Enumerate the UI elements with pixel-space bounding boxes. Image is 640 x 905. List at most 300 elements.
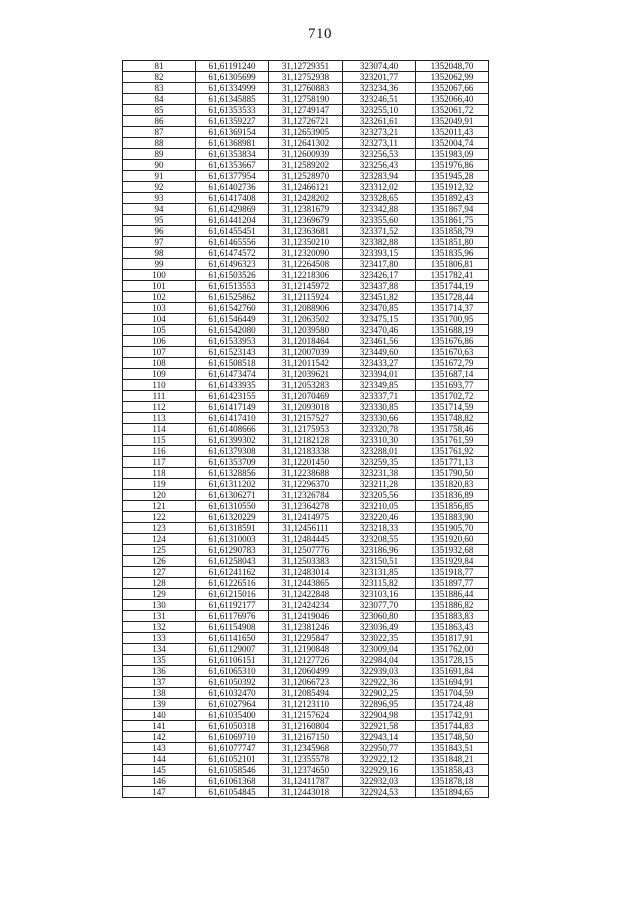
table-row	[123, 358, 489, 369]
y-coordinate-cell: 1351748,50	[416, 732, 489, 743]
table-row	[123, 776, 489, 787]
point-number-cell: 101	[123, 281, 196, 292]
latitude-cell: 61,61052101	[196, 754, 269, 765]
latitude-cell: 61,61408666	[196, 424, 269, 435]
longitude-cell: 31,12123110	[269, 699, 343, 710]
point-number-cell: 119	[123, 479, 196, 490]
table-row	[123, 413, 489, 424]
y-coordinate-cell: 1351761,92	[416, 446, 489, 457]
x-coordinate-cell: 323320,78	[343, 424, 416, 435]
latitude-cell: 61,61176976	[196, 611, 269, 622]
y-coordinate-cell: 1351883,90	[416, 512, 489, 523]
x-coordinate-cell: 323077,70	[343, 600, 416, 611]
y-coordinate-cell: 1351848,21	[416, 754, 489, 765]
x-coordinate-cell: 323312,02	[343, 182, 416, 193]
x-coordinate-cell: 323220,46	[343, 512, 416, 523]
table-row	[123, 787, 489, 798]
latitude-cell: 61,61058546	[196, 765, 269, 776]
table-row	[123, 226, 489, 237]
x-coordinate-cell: 322984,04	[343, 655, 416, 666]
latitude-cell: 61,61523143	[196, 347, 269, 358]
y-coordinate-cell: 1351724,48	[416, 699, 489, 710]
table-row	[123, 501, 489, 512]
table-row	[123, 446, 489, 457]
point-number-cell: 123	[123, 523, 196, 534]
y-coordinate-cell: 1351688,19	[416, 325, 489, 336]
point-number-cell: 109	[123, 369, 196, 380]
table-row	[123, 391, 489, 402]
latitude-cell: 61,61290783	[196, 545, 269, 556]
x-coordinate-cell: 323256,53	[343, 149, 416, 160]
y-coordinate-cell: 1351863,43	[416, 622, 489, 633]
table-row	[123, 600, 489, 611]
point-number-cell: 104	[123, 314, 196, 325]
point-number-cell: 121	[123, 501, 196, 512]
y-coordinate-cell: 1351806,81	[416, 259, 489, 270]
y-coordinate-cell: 1351714,59	[416, 402, 489, 413]
point-number-cell: 114	[123, 424, 196, 435]
y-coordinate-cell: 1351886,44	[416, 589, 489, 600]
longitude-cell: 31,12589202	[269, 160, 343, 171]
latitude-cell: 61,61429869	[196, 204, 269, 215]
point-number-cell: 92	[123, 182, 196, 193]
y-coordinate-cell: 1351836,89	[416, 490, 489, 501]
table-row	[123, 270, 489, 281]
latitude-cell: 61,61345885	[196, 94, 269, 105]
table-row	[123, 171, 489, 182]
x-coordinate-cell: 323393,15	[343, 248, 416, 259]
point-number-cell: 134	[123, 644, 196, 655]
y-coordinate-cell: 1351932,68	[416, 545, 489, 556]
y-coordinate-cell: 1351771,13	[416, 457, 489, 468]
point-number-cell: 124	[123, 534, 196, 545]
longitude-cell: 31,12424234	[269, 600, 343, 611]
latitude-cell: 61,61241162	[196, 567, 269, 578]
latitude-cell: 61,61311202	[196, 479, 269, 490]
table-row	[123, 611, 489, 622]
longitude-cell: 31,12145972	[269, 281, 343, 292]
point-number-cell: 98	[123, 248, 196, 259]
table-row	[123, 589, 489, 600]
table-row	[123, 237, 489, 248]
point-number-cell: 108	[123, 358, 196, 369]
x-coordinate-cell: 323115,82	[343, 578, 416, 589]
latitude-cell: 61,61402736	[196, 182, 269, 193]
longitude-cell: 31,12414975	[269, 512, 343, 523]
point-number-cell: 146	[123, 776, 196, 787]
longitude-cell: 31,12484445	[269, 534, 343, 545]
latitude-cell: 61,61334999	[196, 83, 269, 94]
longitude-cell: 31,12749147	[269, 105, 343, 116]
latitude-cell: 61,61417149	[196, 402, 269, 413]
table-row	[123, 545, 489, 556]
latitude-cell: 61,61465556	[196, 237, 269, 248]
x-coordinate-cell: 323371,52	[343, 226, 416, 237]
x-coordinate-cell: 323256,43	[343, 160, 416, 171]
latitude-cell: 61,61306271	[196, 490, 269, 501]
y-coordinate-cell: 1351687,14	[416, 369, 489, 380]
table-row	[123, 259, 489, 270]
table-row	[123, 292, 489, 303]
longitude-cell: 31,12320090	[269, 248, 343, 259]
latitude-cell: 61,61359227	[196, 116, 269, 127]
x-coordinate-cell: 323470,46	[343, 325, 416, 336]
y-coordinate-cell: 1351897,77	[416, 578, 489, 589]
y-coordinate-cell: 1351744,83	[416, 721, 489, 732]
longitude-cell: 31,12190848	[269, 644, 343, 655]
x-coordinate-cell: 323060,80	[343, 611, 416, 622]
point-number-cell: 144	[123, 754, 196, 765]
longitude-cell: 31,12264508	[269, 259, 343, 270]
y-coordinate-cell: 1352004,74	[416, 138, 489, 149]
longitude-cell: 31,12167150	[269, 732, 343, 743]
longitude-cell: 31,12063502	[269, 314, 343, 325]
table-row	[123, 765, 489, 776]
table-row	[123, 182, 489, 193]
x-coordinate-cell: 323310,30	[343, 435, 416, 446]
table-row	[123, 490, 489, 501]
y-coordinate-cell: 1351835,96	[416, 248, 489, 259]
longitude-cell: 31,12175953	[269, 424, 343, 435]
x-coordinate-cell: 323205,56	[343, 490, 416, 501]
point-number-cell: 86	[123, 116, 196, 127]
table-row	[123, 578, 489, 589]
x-coordinate-cell: 323074,40	[343, 61, 416, 72]
point-number-cell: 131	[123, 611, 196, 622]
point-number-cell: 136	[123, 666, 196, 677]
table-row	[123, 534, 489, 545]
longitude-cell: 31,12456111	[269, 523, 343, 534]
longitude-cell: 31,12503383	[269, 556, 343, 567]
point-number-cell: 93	[123, 193, 196, 204]
x-coordinate-cell: 322932,03	[343, 776, 416, 787]
point-number-cell: 88	[123, 138, 196, 149]
y-coordinate-cell: 1351702,72	[416, 391, 489, 402]
latitude-cell: 61,61129007	[196, 644, 269, 655]
longitude-cell: 31,12093018	[269, 402, 343, 413]
latitude-cell: 61,61542760	[196, 303, 269, 314]
table-row	[123, 424, 489, 435]
y-coordinate-cell: 1351905,70	[416, 523, 489, 534]
y-coordinate-cell: 1351691,84	[416, 666, 489, 677]
y-coordinate-cell: 1351945,28	[416, 171, 489, 182]
table-row	[123, 380, 489, 391]
y-coordinate-cell: 1351676,86	[416, 336, 489, 347]
longitude-cell: 31,12443865	[269, 578, 343, 589]
latitude-cell: 61,61353834	[196, 149, 269, 160]
table-row	[123, 523, 489, 534]
x-coordinate-cell: 323103,16	[343, 589, 416, 600]
table-row	[123, 325, 489, 336]
point-number-cell: 107	[123, 347, 196, 358]
y-coordinate-cell: 1351758,46	[416, 424, 489, 435]
point-number-cell: 99	[123, 259, 196, 270]
x-coordinate-cell: 323355,60	[343, 215, 416, 226]
longitude-cell: 31,12760883	[269, 83, 343, 94]
point-number-cell: 126	[123, 556, 196, 567]
x-coordinate-cell: 323259,35	[343, 457, 416, 468]
x-coordinate-cell: 323288,01	[343, 446, 416, 457]
point-number-cell: 83	[123, 83, 196, 94]
longitude-cell: 31,12039621	[269, 369, 343, 380]
longitude-cell: 31,12600939	[269, 149, 343, 160]
table-row	[123, 116, 489, 127]
point-number-cell: 129	[123, 589, 196, 600]
point-number-cell: 91	[123, 171, 196, 182]
x-coordinate-cell: 323417,80	[343, 259, 416, 270]
x-coordinate-cell: 323208,55	[343, 534, 416, 545]
y-coordinate-cell: 1352048,70	[416, 61, 489, 72]
y-coordinate-cell: 1351820,83	[416, 479, 489, 490]
y-coordinate-cell: 1351851,80	[416, 237, 489, 248]
x-coordinate-cell: 322902,25	[343, 688, 416, 699]
point-number-cell: 103	[123, 303, 196, 314]
point-number-cell: 112	[123, 402, 196, 413]
y-coordinate-cell: 1351918,77	[416, 567, 489, 578]
table-row	[123, 204, 489, 215]
x-coordinate-cell: 323201,77	[343, 72, 416, 83]
y-coordinate-cell: 1351790,50	[416, 468, 489, 479]
x-coordinate-cell: 323218,33	[343, 523, 416, 534]
table-row	[123, 479, 489, 490]
longitude-cell: 31,12466121	[269, 182, 343, 193]
y-coordinate-cell: 1351700,95	[416, 314, 489, 325]
x-coordinate-cell: 323036,49	[343, 622, 416, 633]
x-coordinate-cell: 322922,12	[343, 754, 416, 765]
longitude-cell: 31,12326784	[269, 490, 343, 501]
longitude-cell: 31,12060499	[269, 666, 343, 677]
x-coordinate-cell: 323461,56	[343, 336, 416, 347]
x-coordinate-cell: 323231,38	[343, 468, 416, 479]
x-coordinate-cell: 323328,65	[343, 193, 416, 204]
x-coordinate-cell: 323246,51	[343, 94, 416, 105]
coordinates-table-body	[123, 61, 489, 798]
table-row	[123, 94, 489, 105]
longitude-cell: 31,12201450	[269, 457, 343, 468]
table-row	[123, 105, 489, 116]
longitude-cell: 31,12419046	[269, 611, 343, 622]
latitude-cell: 61,61353533	[196, 105, 269, 116]
table-row	[123, 149, 489, 160]
table-row	[123, 512, 489, 523]
longitude-cell: 31,12296370	[269, 479, 343, 490]
latitude-cell: 61,61546449	[196, 314, 269, 325]
table-row	[123, 567, 489, 578]
point-number-cell: 120	[123, 490, 196, 501]
table-row	[123, 754, 489, 765]
y-coordinate-cell: 1351670,63	[416, 347, 489, 358]
x-coordinate-cell: 323009,04	[343, 644, 416, 655]
table-row	[123, 721, 489, 732]
x-coordinate-cell: 323261,61	[343, 116, 416, 127]
longitude-cell: 31,12053283	[269, 380, 343, 391]
longitude-cell: 31,12238688	[269, 468, 343, 479]
longitude-cell: 31,12011542	[269, 358, 343, 369]
longitude-cell: 31,12507776	[269, 545, 343, 556]
latitude-cell: 61,61305699	[196, 72, 269, 83]
table-row	[123, 347, 489, 358]
x-coordinate-cell: 322939,03	[343, 666, 416, 677]
longitude-cell: 31,12653905	[269, 127, 343, 138]
y-coordinate-cell: 1351748,82	[416, 413, 489, 424]
point-number-cell: 90	[123, 160, 196, 171]
y-coordinate-cell: 1351742,91	[416, 710, 489, 721]
table-row	[123, 193, 489, 204]
y-coordinate-cell: 1351782,41	[416, 270, 489, 281]
x-coordinate-cell: 323433,27	[343, 358, 416, 369]
x-coordinate-cell: 323426,17	[343, 270, 416, 281]
point-number-cell: 94	[123, 204, 196, 215]
x-coordinate-cell: 323451,82	[343, 292, 416, 303]
longitude-cell: 31,12088906	[269, 303, 343, 314]
y-coordinate-cell: 1351976,86	[416, 160, 489, 171]
y-coordinate-cell: 1351843,51	[416, 743, 489, 754]
y-coordinate-cell: 1351983,09	[416, 149, 489, 160]
latitude-cell: 61,61061368	[196, 776, 269, 787]
point-number-cell: 133	[123, 633, 196, 644]
longitude-cell: 31,12345968	[269, 743, 343, 754]
longitude-cell: 31,12085494	[269, 688, 343, 699]
x-coordinate-cell: 323273,11	[343, 138, 416, 149]
table-row	[123, 281, 489, 292]
table-row	[123, 699, 489, 710]
y-coordinate-cell: 1351761,59	[416, 435, 489, 446]
latitude-cell: 61,61027964	[196, 699, 269, 710]
x-coordinate-cell: 322896,95	[343, 699, 416, 710]
latitude-cell: 61,61533953	[196, 336, 269, 347]
table-row	[123, 127, 489, 138]
latitude-cell: 61,61377954	[196, 171, 269, 182]
latitude-cell: 61,61513553	[196, 281, 269, 292]
point-number-cell: 127	[123, 567, 196, 578]
latitude-cell: 61,61417408	[196, 193, 269, 204]
y-coordinate-cell: 1351728,15	[416, 655, 489, 666]
x-coordinate-cell: 323150,51	[343, 556, 416, 567]
x-coordinate-cell: 322904,98	[343, 710, 416, 721]
x-coordinate-cell: 323394,01	[343, 369, 416, 380]
table-row	[123, 303, 489, 314]
x-coordinate-cell: 322921,58	[343, 721, 416, 732]
point-number-cell: 132	[123, 622, 196, 633]
x-coordinate-cell: 323330,85	[343, 402, 416, 413]
point-number-cell: 122	[123, 512, 196, 523]
x-coordinate-cell: 323022,35	[343, 633, 416, 644]
point-number-cell: 143	[123, 743, 196, 754]
page-number: 710	[308, 26, 332, 42]
longitude-cell: 31,12443018	[269, 787, 343, 798]
y-coordinate-cell: 1352067,66	[416, 83, 489, 94]
longitude-cell: 31,12374650	[269, 765, 343, 776]
y-coordinate-cell: 1351744,19	[416, 281, 489, 292]
latitude-cell: 61,61441204	[196, 215, 269, 226]
point-number-cell: 145	[123, 765, 196, 776]
latitude-cell: 61,61192177	[196, 600, 269, 611]
longitude-cell: 31,12183338	[269, 446, 343, 457]
point-number-cell: 138	[123, 688, 196, 699]
latitude-cell: 61,61077747	[196, 743, 269, 754]
latitude-cell: 61,61503526	[196, 270, 269, 281]
y-coordinate-cell: 1352061,72	[416, 105, 489, 116]
longitude-cell: 31,12381246	[269, 622, 343, 633]
y-coordinate-cell: 1352066,40	[416, 94, 489, 105]
longitude-cell: 31,12369679	[269, 215, 343, 226]
x-coordinate-cell: 322924,53	[343, 787, 416, 798]
longitude-cell: 31,12070469	[269, 391, 343, 402]
table-row	[123, 369, 489, 380]
point-number-cell: 147	[123, 787, 196, 798]
latitude-cell: 61,61473474	[196, 369, 269, 380]
longitude-cell: 31,12411787	[269, 776, 343, 787]
longitude-cell: 31,12381679	[269, 204, 343, 215]
table-row	[123, 83, 489, 94]
x-coordinate-cell: 323273,21	[343, 127, 416, 138]
point-number-cell: 113	[123, 413, 196, 424]
x-coordinate-cell: 323210,05	[343, 501, 416, 512]
point-number-cell: 110	[123, 380, 196, 391]
latitude-cell: 61,61310550	[196, 501, 269, 512]
latitude-cell: 61,61258043	[196, 556, 269, 567]
latitude-cell: 61,61215016	[196, 589, 269, 600]
longitude-cell: 31,12483014	[269, 567, 343, 578]
y-coordinate-cell: 1351892,43	[416, 193, 489, 204]
x-coordinate-cell: 323470,85	[343, 303, 416, 314]
latitude-cell: 61,61474572	[196, 248, 269, 259]
point-number-cell: 130	[123, 600, 196, 611]
x-coordinate-cell: 323255,10	[343, 105, 416, 116]
longitude-cell: 31,12039580	[269, 325, 343, 336]
longitude-cell: 31,12115924	[269, 292, 343, 303]
longitude-cell: 31,12758190	[269, 94, 343, 105]
table-row	[123, 138, 489, 149]
x-coordinate-cell: 323211,28	[343, 479, 416, 490]
y-coordinate-cell: 1351920,60	[416, 534, 489, 545]
point-number-cell: 118	[123, 468, 196, 479]
longitude-cell: 31,12160804	[269, 721, 343, 732]
latitude-cell: 61,61154908	[196, 622, 269, 633]
point-number-cell: 115	[123, 435, 196, 446]
longitude-cell: 31,12363681	[269, 226, 343, 237]
longitude-cell: 31,12528970	[269, 171, 343, 182]
x-coordinate-cell: 323330,66	[343, 413, 416, 424]
table-row	[123, 677, 489, 688]
table-row	[123, 314, 489, 325]
y-coordinate-cell: 1351714,37	[416, 303, 489, 314]
x-coordinate-cell: 323382,88	[343, 237, 416, 248]
point-number-cell: 137	[123, 677, 196, 688]
point-number-cell: 85	[123, 105, 196, 116]
table-row	[123, 336, 489, 347]
y-coordinate-cell: 1351867,94	[416, 204, 489, 215]
longitude-cell: 31,12729351	[269, 61, 343, 72]
table-row	[123, 435, 489, 446]
point-number-cell: 135	[123, 655, 196, 666]
point-number-cell: 116	[123, 446, 196, 457]
latitude-cell: 61,61050318	[196, 721, 269, 732]
y-coordinate-cell: 1351694,91	[416, 677, 489, 688]
longitude-cell: 31,12127726	[269, 655, 343, 666]
point-number-cell: 142	[123, 732, 196, 743]
latitude-cell: 61,61433935	[196, 380, 269, 391]
latitude-cell: 61,61353709	[196, 457, 269, 468]
point-number-cell: 105	[123, 325, 196, 336]
longitude-cell: 31,12157527	[269, 413, 343, 424]
latitude-cell: 61,61379308	[196, 446, 269, 457]
point-number-cell: 125	[123, 545, 196, 556]
x-coordinate-cell: 323131,85	[343, 567, 416, 578]
point-number-cell: 81	[123, 61, 196, 72]
table-row	[123, 743, 489, 754]
longitude-cell: 31,12641302	[269, 138, 343, 149]
